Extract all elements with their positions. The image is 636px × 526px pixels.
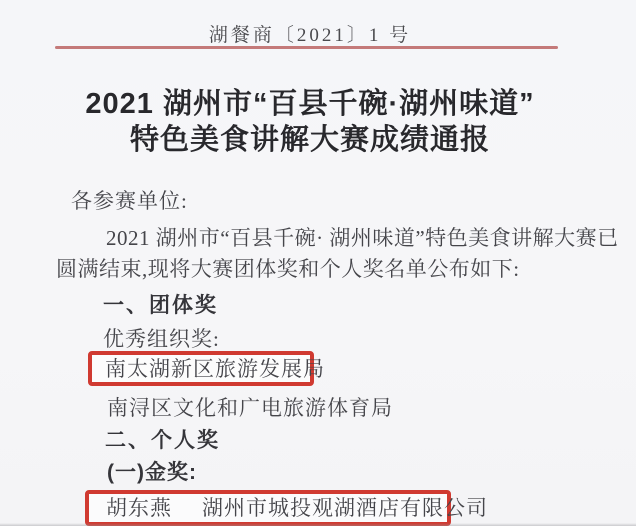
award-label-gold: (一)金奖: bbox=[107, 461, 197, 484]
highlight-box-gold-winner bbox=[85, 490, 488, 526]
gold-winner-organization: 湖州市城投观湖酒店有限公司 bbox=[202, 496, 488, 520]
section-heading-group-award: 一、团体奖 bbox=[103, 294, 218, 317]
document-title-line2: 特色美食讲解大赛成绩通报 bbox=[129, 124, 490, 156]
document-title-line1: 2021 湖州市“百县千碗·湖州味道” bbox=[85, 88, 535, 120]
highlight-box-group-winner bbox=[88, 351, 325, 386]
gold-winner-name: 胡东燕 bbox=[106, 496, 172, 520]
salutation: 各参赛单位: bbox=[71, 189, 188, 213]
intro-paragraph-line1: 2021 湖州市“百县千碗· 湖州味道”特色美食讲解大赛已 bbox=[106, 226, 619, 250]
header-separator-line bbox=[55, 46, 558, 49]
intro-paragraph-line2: 圆满结束,现将大赛团体奖和个人奖名单公布如下: bbox=[56, 257, 520, 281]
award-label-excellent-organization: 优秀组织奖: bbox=[103, 327, 220, 351]
group-award-second-winner: 南浔区文化和广电旅游体育局 bbox=[107, 396, 393, 420]
document-number: 湖餐商〔2021〕1 号 bbox=[208, 25, 412, 46]
section-heading-individual-award: 二、个人奖 bbox=[105, 429, 220, 452]
group-award-highlighted-winner: 南太湖新区旅游发展局 bbox=[105, 356, 325, 381]
